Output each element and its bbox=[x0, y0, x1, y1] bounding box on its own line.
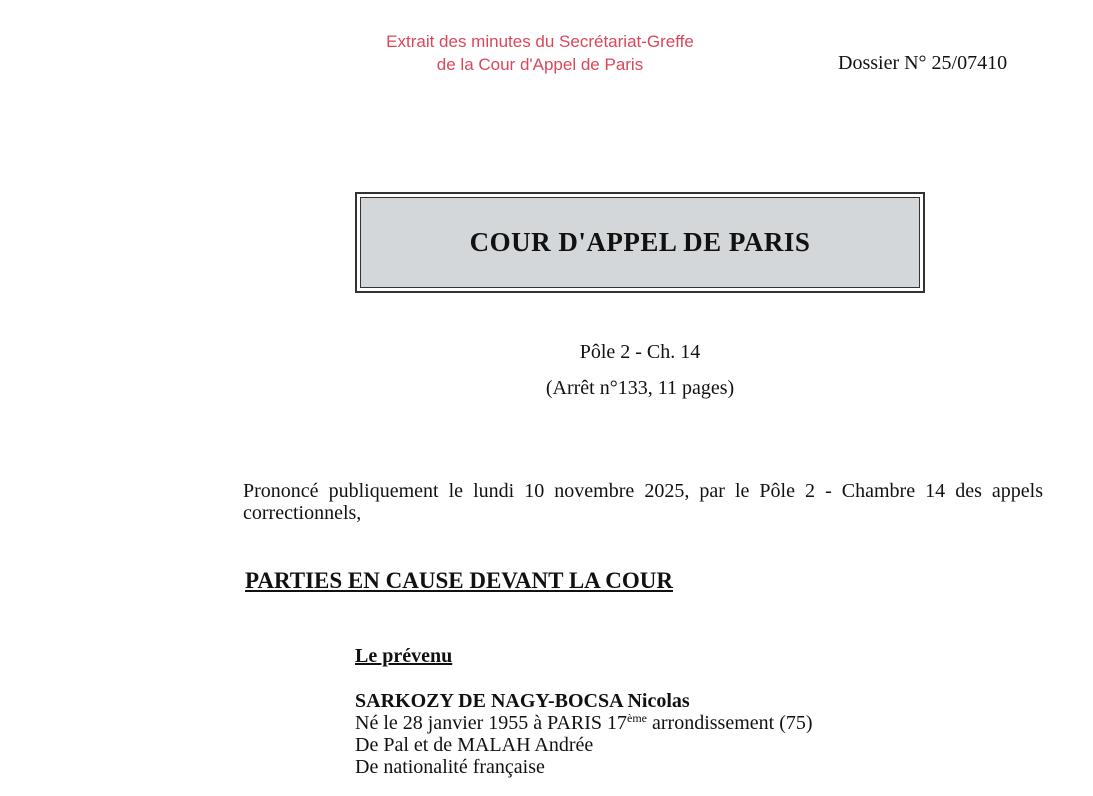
pronounce-paragraph: Prononcé publiquement le lundi 10 novembre 2025, par le Pôle 2 - Chambre 14 des appels correctionnels, bbox=[243, 480, 1043, 524]
section-title: PARTIES EN CAUSE DEVANT LA COUR bbox=[245, 568, 673, 593]
arret-number: (Arrêt n°133, 11 pages) bbox=[545, 377, 735, 399]
prevenu-details bbox=[355, 690, 813, 778]
prevenu-parents: De Pal et de MALAH Andrée bbox=[355, 734, 594, 756]
birth-suffix: arrondissement (75) bbox=[647, 712, 813, 734]
court-title: COUR D'APPEL DE PARIS bbox=[469, 227, 811, 257]
prevenu-label: Le prévenu bbox=[355, 645, 453, 667]
birth-prefix: Né le 28 janvier 1955 à PARIS 17 bbox=[355, 712, 628, 734]
birth-superscript: ème bbox=[627, 711, 648, 725]
prevenu-birth bbox=[355, 712, 813, 734]
prevenu-nationality: De nationalité française bbox=[355, 756, 545, 778]
court-title-box bbox=[355, 192, 925, 293]
stamp-line-2: de la Cour d'Appel de Paris bbox=[436, 55, 644, 74]
prevenu-name: SARKOZY DE NAGY-BOCSA Nicolas bbox=[355, 690, 690, 712]
stamp-line-1: Extrait des minutes du Secrétariat-Greffe bbox=[386, 32, 694, 51]
chamber-pole: Pôle 2 - Ch. 14 bbox=[579, 341, 701, 363]
court-title-panel bbox=[360, 197, 920, 288]
registry-stamp bbox=[345, 30, 735, 76]
dossier-number: Dossier N° 25/07410 bbox=[838, 52, 1008, 74]
